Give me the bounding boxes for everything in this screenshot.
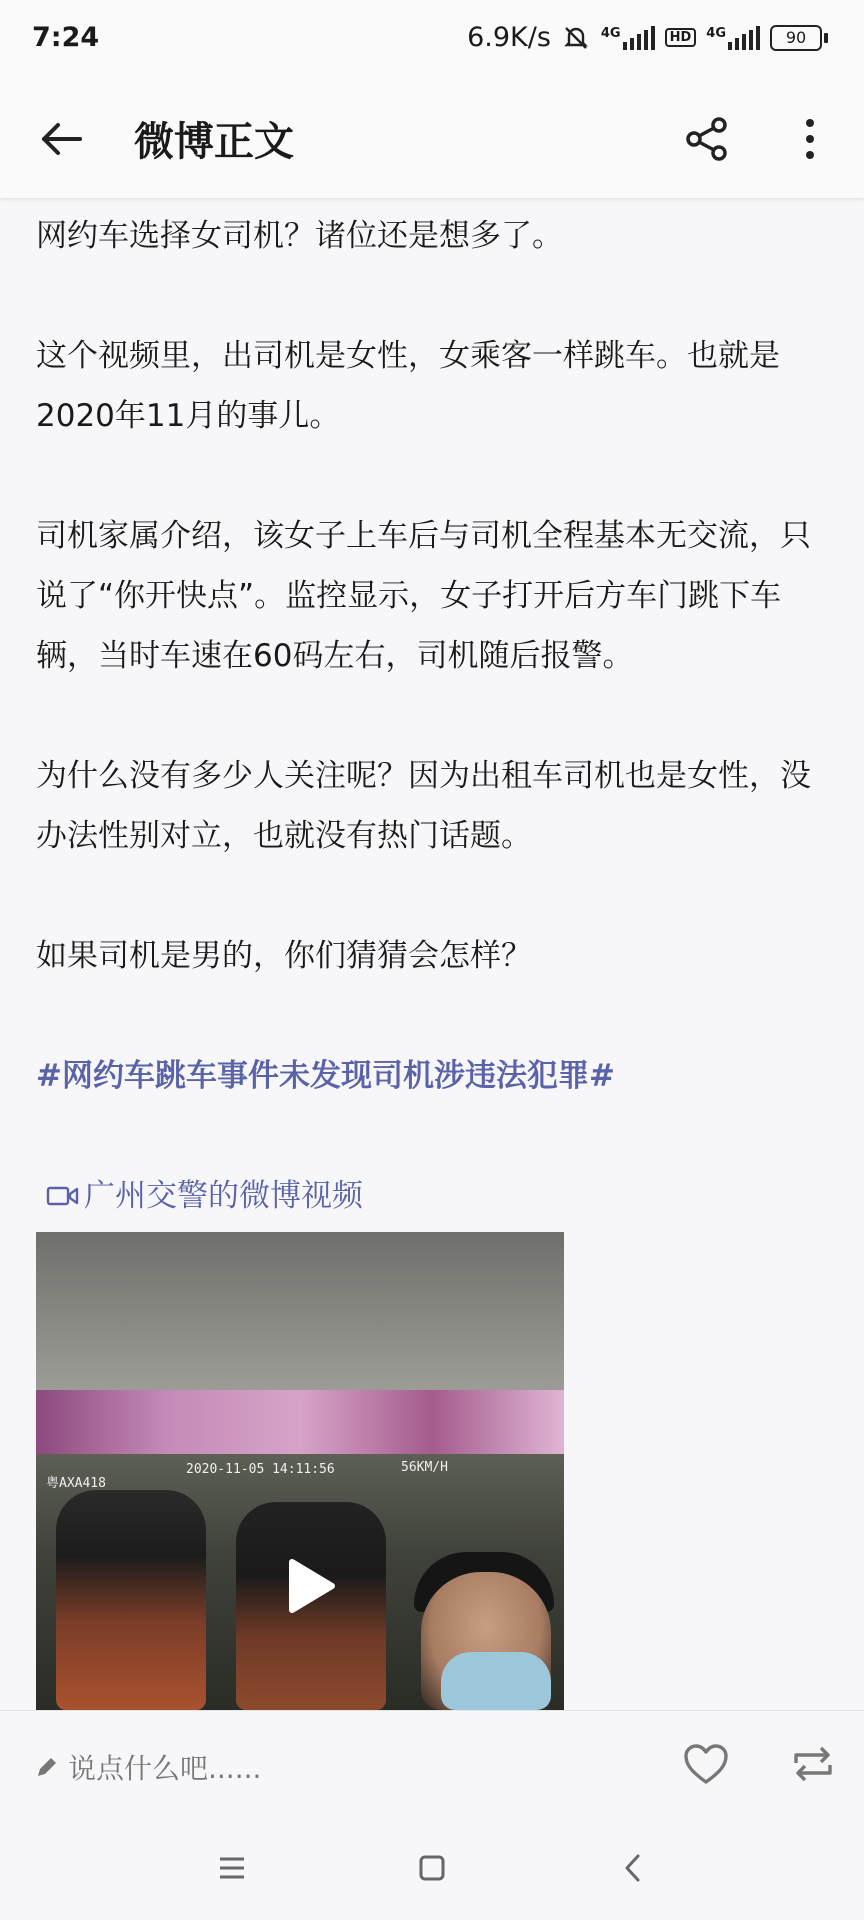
comment-bar (0, 1710, 864, 1819)
system-nav-bar (0, 1818, 864, 1920)
network-type-1: 4G (600, 25, 621, 41)
home-icon[interactable] (414, 1850, 450, 1886)
hashtag-link[interactable]: #网约车跳车事件未发现司机涉违法犯罪# (36, 1058, 615, 1094)
status-time: 7:24 (32, 22, 100, 53)
video-timestamp-text: 2020-11-05 14:11:56 (186, 1462, 335, 1477)
share-icon[interactable] (682, 114, 732, 164)
more-vertical-icon[interactable] (790, 114, 830, 164)
video-scene (441, 1652, 551, 1710)
post-paragraph: 司机家属介绍，该女子上车后与司机全程基本无交流，只说了“你开快点”。监控显示，女子打开后方车门跳下车辆，当时车速在60码左右，司机随后报警。 (36, 518, 811, 674)
video-plate-text: 粤AXA418 (46, 1476, 106, 1491)
back-icon[interactable] (616, 1850, 652, 1886)
signal-icon-2 (728, 26, 760, 50)
post-paragraph: 这个视频里，出司机是女性，女乘客一样跳车。也就是2020年11月的事儿。 (36, 338, 780, 434)
menu-icon[interactable] (214, 1850, 250, 1886)
post-paragraph: 如果司机是男的，你们猜猜会怎样？ (36, 938, 532, 974)
hd-badge: HD (665, 28, 697, 47)
page-title: 微博正文 (134, 119, 294, 165)
comment-input[interactable] (34, 1747, 261, 1787)
mute-bell-icon (561, 23, 591, 53)
battery-level: 90 (770, 25, 822, 51)
video-scene (56, 1490, 206, 1710)
title-bar (0, 78, 864, 198)
back-arrow-icon[interactable] (36, 114, 86, 164)
status-icons (467, 22, 828, 53)
signal-icon-1 (623, 26, 655, 50)
network-type-2: 4G (706, 25, 726, 41)
video-thumbnail[interactable] (36, 1232, 564, 1710)
play-icon[interactable] (270, 1550, 342, 1622)
post-content (36, 210, 836, 1226)
post-paragraph: 为什么没有多少人关注呢？因为出租车司机也是女性，没办法性别对立，也就没有热门话题。 (36, 758, 811, 854)
video-speed-text: 56KM/H (401, 1460, 448, 1475)
network-speed: 6.9K/s (467, 22, 551, 53)
battery-icon (770, 25, 828, 51)
repost-icon[interactable] (788, 1741, 838, 1787)
pencil-icon (34, 1754, 60, 1780)
comment-placeholder: 说点什么吧...... (68, 1752, 262, 1785)
status-bar (0, 0, 864, 78)
post-paragraph: 网约车选择女司机？诸位还是想多了。 (36, 218, 563, 254)
video-source-label: 广州交警的微博视频 (84, 1178, 363, 1214)
video-camera-icon (46, 1183, 80, 1209)
heart-icon[interactable] (682, 1741, 730, 1787)
video-scene (36, 1390, 564, 1454)
video-source-link[interactable] (46, 1166, 836, 1226)
